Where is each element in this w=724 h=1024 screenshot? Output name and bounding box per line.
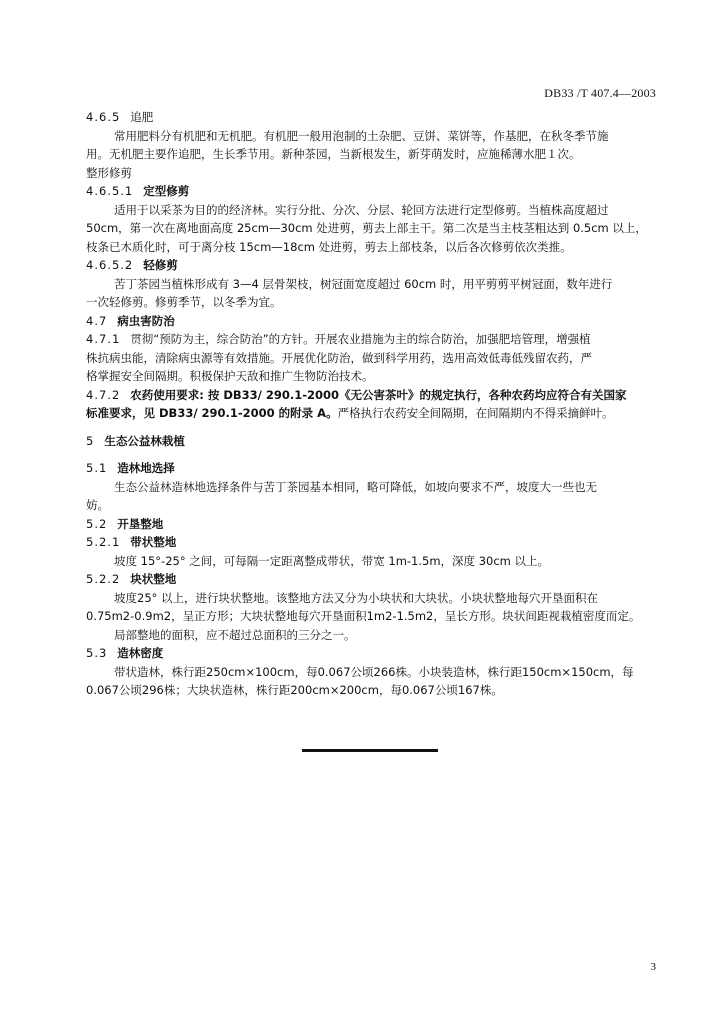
section-title: 追肥 [130, 110, 154, 124]
document-body [86, 108, 658, 700]
section-title: 带状整地 [130, 535, 177, 549]
section-title: 定型修剪 [143, 184, 190, 198]
section-number: 4.6.5 [86, 110, 121, 124]
section-number: 5.2.2 [86, 572, 121, 586]
section-5-1-heading [86, 459, 658, 478]
section-4-7-heading [86, 312, 658, 331]
section-title: 开垦整地 [117, 516, 164, 531]
paragraph-text-bold: 农药使用要求: 按 DB33/ 290.1-2000《无公害茶叶》的规定执行，各种农药均应符合有关国家 [130, 387, 627, 402]
paragraph-line: 妨。 [86, 498, 109, 512]
page-number: 3 [650, 961, 656, 973]
paragraph-line: 0.067公顷296株；大块状造林，株行距200cm×200cm，每0.067公顷167株。 [86, 683, 503, 697]
paragraph-text-bold: 标准要求，见 DB33/ 290.1-2000 的附录 A。 [86, 406, 338, 420]
paragraph-line: 适用于以采茶为目的的经济林。实行分批、分次、分层、轮回方法进行定型修剪。当植株高度超过 [114, 202, 609, 217]
section-5-2-1-heading [86, 533, 658, 552]
paragraph-line: 常用肥料分有机肥和无机肥。有机肥一般用泡制的土杂肥、豆饼、菜饼等，作基肥，在秋冬季节施 [114, 128, 609, 143]
paragraph-line: 生态公益林造林地选择条件与苦丁茶园基本相同，略可降低，如坡向要求不严，坡度大一些也无 [114, 479, 597, 494]
paragraph-line: 枝条已木质化时，可于离分枝 15cm—18cm 处进剪，剪去上部枝条，以后各次修剪依次类推。 [86, 239, 572, 254]
paragraph-line [86, 404, 658, 423]
section-4-6-5-2-heading [86, 256, 658, 275]
section-4-6-5-1-heading [86, 182, 658, 201]
subheading-pruning: 整形修剪 [86, 165, 132, 180]
paragraph-line: 50cm，第一次在离地面高度 25cm—30cm 处进剪，剪去上部主干。第二次是当主枝茎粗达到 0.5cm 以上， [86, 221, 647, 235]
section-number: 4.7 [86, 313, 108, 328]
section-5-3-heading [86, 644, 658, 663]
section-number: 4.6.5.1 [86, 184, 134, 198]
section-title: 病虫害防治 [117, 313, 175, 328]
section-number: 5.3 [86, 646, 108, 660]
section-title: 块状整地 [130, 572, 177, 586]
section-number: 5.1 [86, 461, 108, 475]
section-gap [86, 450, 658, 459]
paragraph-text: 贯彻“预防为主，综合防治”的方针。开展农业措施为主的综合防治，加强肥培管理，增强植 [130, 332, 591, 346]
section-number: 4.7.2 [86, 387, 121, 402]
chapter-title: 生态公益林栽植 [104, 433, 185, 448]
paragraph-line: 格掌握安全间隔期。积极保护天敌和推广生物防治技术。 [86, 369, 374, 383]
section-number: 4.6.5.2 [86, 258, 134, 272]
section-gap [86, 423, 658, 432]
chapter-5-heading [86, 432, 658, 451]
paragraph-text: 严格执行农药安全间隔期，在间隔期内不得采摘鲜叶。 [337, 406, 614, 420]
paragraph-line: 局部整地的面积，应不超过总面积的三分之一。 [114, 627, 356, 642]
paragraph-line: 0.75m2-0.9m2，呈正方形；大块状整地每穴开垦面积1m2-1.5m2，呈长方形。块状间距视栽植密度而定。 [86, 609, 641, 623]
section-4-7-1-line [86, 330, 658, 349]
section-5-2-heading [86, 515, 658, 534]
paragraph-line: 带状造林，株行距250cm×100cm，每0.067公顷266株。小块装造林，株行距150cm×150cm，每 [114, 664, 634, 679]
section-number: 5.2 [86, 516, 108, 531]
chapter-number: 5 [86, 433, 95, 448]
section-title: 轻修剪 [143, 258, 178, 272]
section-number: 4.7.1 [86, 332, 121, 346]
paragraph-line: 坡度 15°-25° 之间，可每隔一定距离整成带状，带宽 1m-1.5m，深度 30cm 以上。 [114, 553, 550, 568]
paragraph-line: 用。无机肥主要作追肥，生长季节用。新种茶园，当新根发生，新芽萌发时，应施稀薄水肥１次。 [86, 147, 581, 161]
end-rule [302, 749, 438, 752]
paragraph-line: 苦丁茶园当植株形成有 3—4 层骨架枝，树冠面宽度超过 60cm 时，用平剪剪平树冠面，数年进行 [114, 276, 613, 291]
paragraph-line: 一次轻修剪。修剪季节，以冬季为宜。 [86, 295, 282, 309]
paragraph-line: 株抗病虫能，清除病虫源等有效措施。开展优化防治，做到科学用药，选用高效低毒低残留农药，严 [86, 350, 592, 365]
section-title: 造林地选择 [117, 461, 175, 475]
section-4-7-2-line [86, 386, 658, 405]
section-title: 造林密度 [117, 646, 164, 660]
section-5-2-2-heading [86, 570, 658, 589]
standard-number: DB33 /T 407.4—2003 [544, 86, 656, 100]
section-4-6-5-heading [86, 108, 658, 127]
section-number: 5.2.1 [86, 535, 121, 549]
paragraph-line: 坡度25° 以上，进行块状整地。该整地方法又分为小块状和大块状。小块状整地每穴开垦面积在 [114, 590, 599, 605]
